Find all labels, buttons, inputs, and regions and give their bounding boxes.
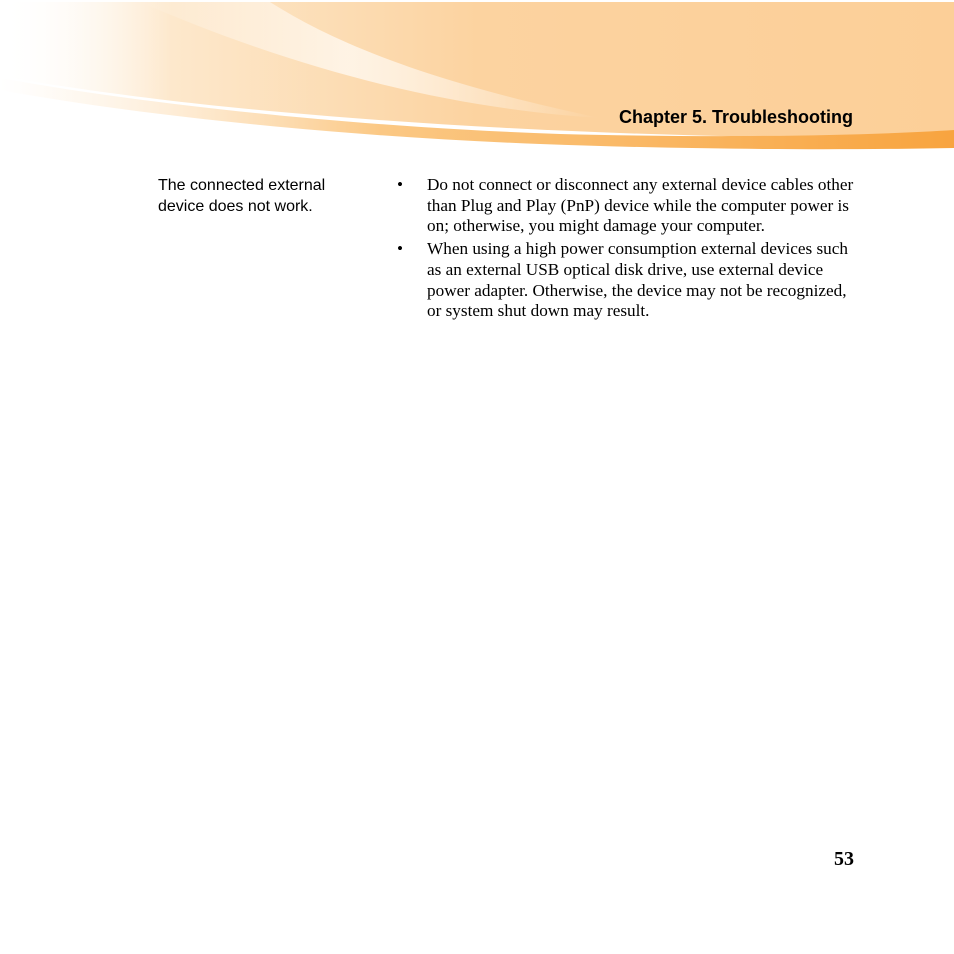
solution-list <box>396 175 856 324</box>
bullet-icon: • <box>397 175 404 194</box>
solution-text: Do not connect or disconnect any external device cables other than Plug and Play (PnP) device while the computer power is on; otherwise, you might damage your computer. <box>427 175 854 236</box>
solution-item <box>396 175 856 237</box>
header-banner <box>0 0 954 160</box>
problem-description: The connected external device does not work. <box>158 177 326 215</box>
solution-item <box>396 239 856 322</box>
bullet-icon: • <box>397 239 404 259</box>
chapter-title: Chapter 5. Troubleshooting <box>618 107 853 127</box>
page-number: 53 <box>834 848 854 870</box>
solution-text: When using a high power consumption external devices such as an external USB optical disk drive, use external device power adapter. Otherwise, the device may not be recognized, or system shut down may result. <box>427 239 848 321</box>
